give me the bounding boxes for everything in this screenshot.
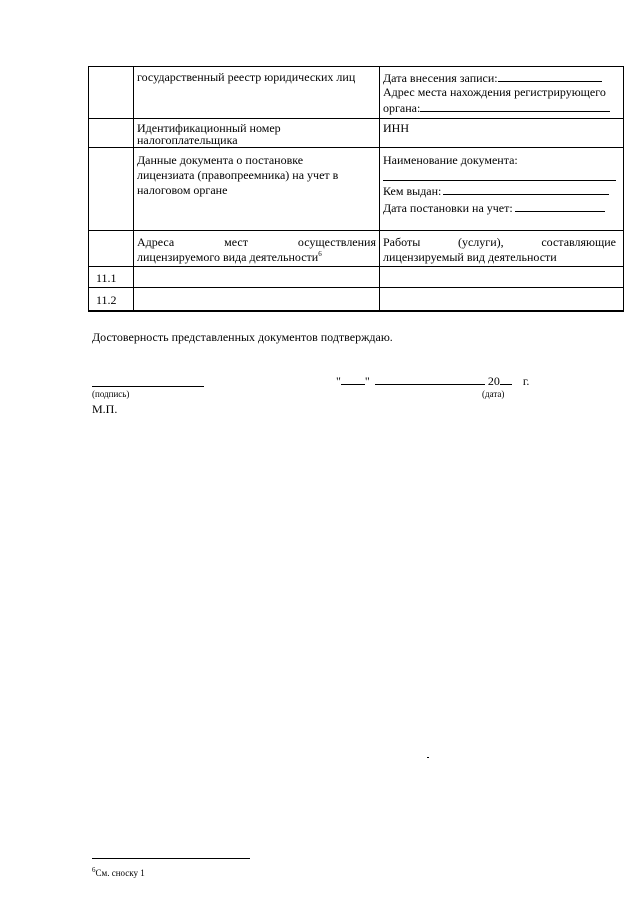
cell-registration-date [383,200,605,215]
cell-tax-doc-1: Данные документа о постановке [137,153,304,167]
cell-licensed-works-2: лицензируемый вид деятельности [383,250,557,264]
footnote-text: См. сноску 1 [95,868,145,878]
quote-open: " [336,374,341,388]
year-blank [500,373,512,385]
row-number-11-2: 11.2 [96,293,117,307]
footnote-ref: 6 [318,250,322,258]
word: Работы [383,235,421,249]
cell-issued-by [383,183,609,198]
word: составляющие [541,235,616,249]
month-blank [375,373,485,385]
cell-tin-label-2: налогоплательщика [137,133,238,147]
cell-tin-label-1: Идентификационный номер [137,121,281,135]
word: Адреса [137,235,175,249]
row-number-11-1: 11.1 [96,271,117,285]
table-rule [88,287,624,288]
stamp-label: М.П. [92,402,118,416]
table-rule [88,266,624,267]
cell-registry-label: государственный реестр юридических лиц [137,70,356,84]
cell-tax-doc-3: налоговом органе [137,183,228,197]
issued-by-label: Кем выдан: [383,184,442,198]
year-suffix: г. [522,374,530,388]
footnote [92,868,145,878]
confirmation-text: Достоверность представленных документов подтверждаю. [92,330,393,344]
registration-date-label: Дата постановки на учет: [383,201,513,215]
table-rule [88,66,89,312]
day-blank [341,373,365,385]
date-label: (дата) [482,389,505,399]
footnote-mark: 6 [92,866,96,874]
table-rule [623,66,624,312]
cell-inn: ИНН [383,121,409,135]
date-line [336,373,529,388]
entry-date-blank [498,70,602,82]
quote-close: " [364,374,370,388]
cell-registrar-address-2 [383,100,610,115]
scan-speck [427,757,429,758]
table-rule [88,66,624,67]
year-prefix: 20 [487,374,500,388]
registrar-address-label: органа: [383,101,421,115]
signature-blank [92,386,204,387]
entry-date-label: Дата внесения записи: [383,71,498,85]
table-rule [88,230,624,231]
registrar-address-blank [420,100,610,112]
table-rule [88,147,624,148]
cell-tax-doc-2: лицензиата (правопреемника) на учет в [137,168,339,182]
cell-registrar-address-1: Адрес места нахождения регистрирующего [383,85,606,99]
issued-by-blank [443,183,609,195]
cell-doc-name-label: Наименование документа: [383,153,518,167]
cell-activity-addresses-1 [137,235,376,249]
activity-addresses-text: лицензируемого вида деятельности [137,250,319,264]
signature-label: (подпись) [92,389,130,399]
table-rule [133,66,134,312]
registration-date-blank [515,200,605,212]
cell-entry-date [383,70,602,85]
doc-name-blank [383,180,616,181]
cell-licensed-works-1 [383,235,616,249]
cell-activity-addresses-2 [137,250,322,264]
footnote-separator [92,858,250,859]
table-rule [88,310,624,312]
table-rule [379,66,380,312]
table-rule [88,118,624,119]
word: мест [224,235,248,249]
word: (услуги), [457,235,504,249]
word: осуществления [297,235,376,249]
